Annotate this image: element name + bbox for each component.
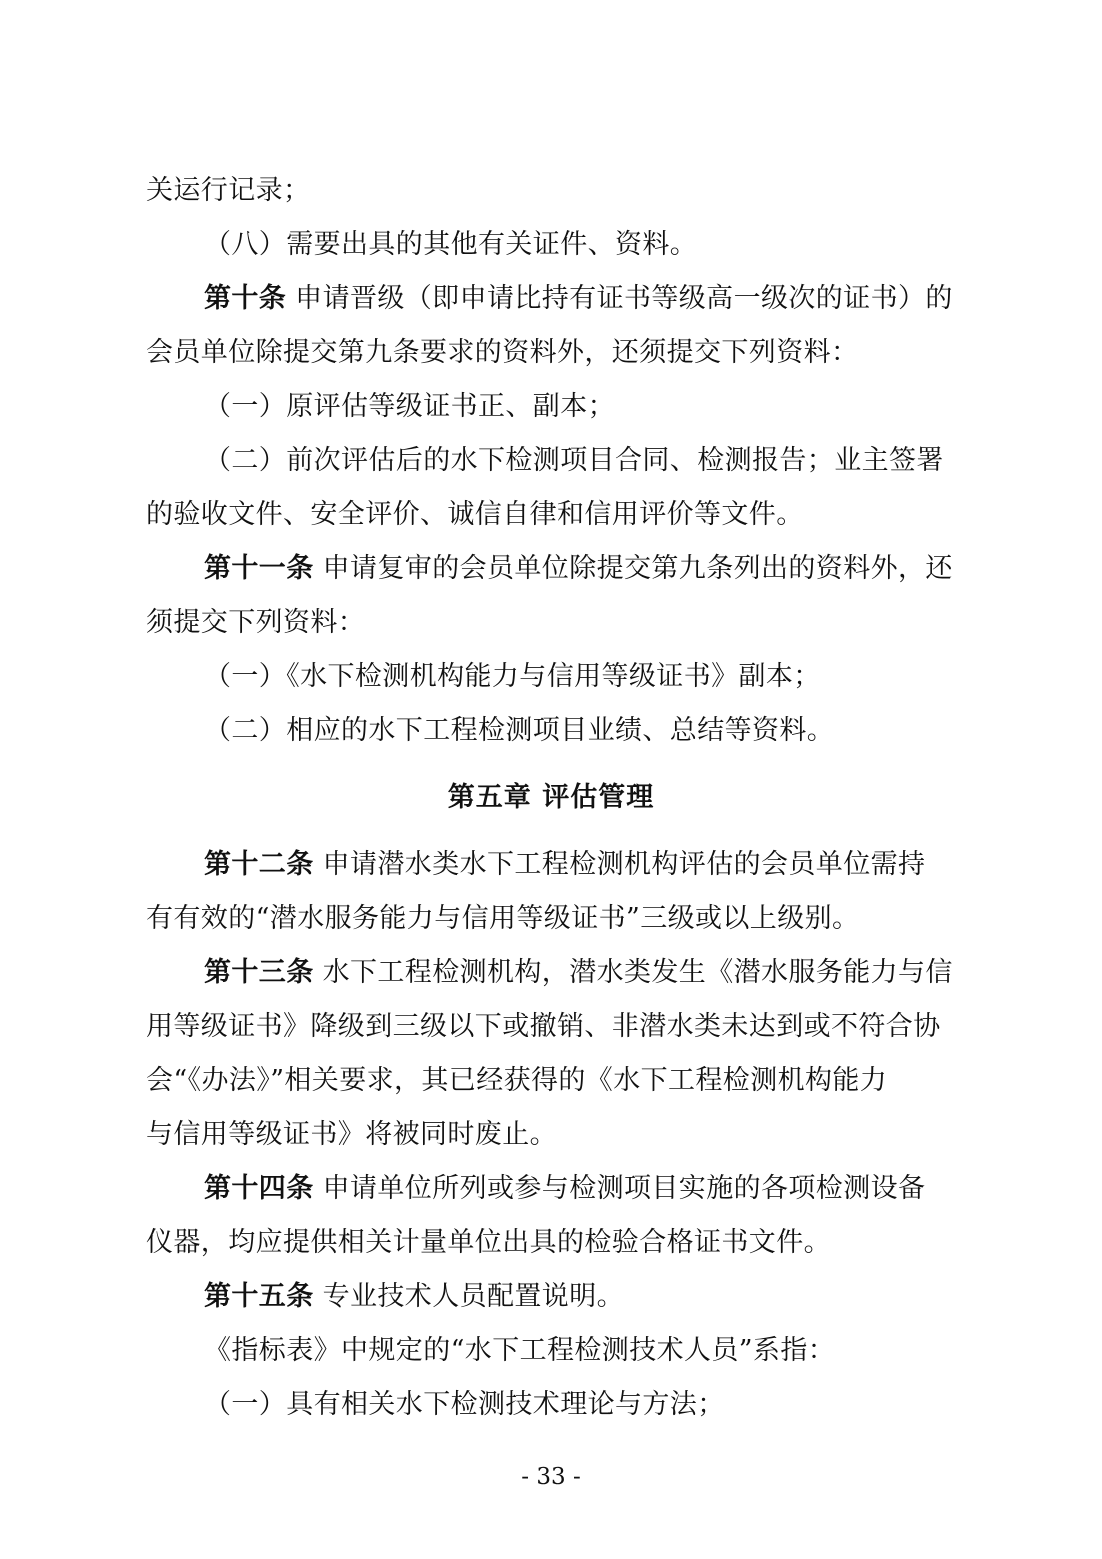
text-line: （一）原评估等级证书正、副本； (204, 391, 615, 422)
text-line: 《指标表》中规定的“水下工程检测技术人员”系指： (204, 1335, 836, 1366)
article-text: 申请单位所列或参与检测项目实施的各项检测设备 (313, 1173, 926, 1204)
text-line: （二）相应的水下工程检测项目业绩、总结等资料。 (204, 715, 835, 746)
chapter-heading: 第五章 评估管理 (447, 782, 655, 813)
article-11 (204, 549, 953, 589)
text-line: 关运行记录； (146, 175, 311, 206)
article-label: 第十五条 (204, 1281, 314, 1312)
article-label: 第十二条 (204, 849, 314, 880)
text-line: 有有效的“潜水服务能力与信用等级证书”三级或以上级别。 (146, 903, 860, 934)
article-text: 专业技术人员配置说明。 (313, 1281, 624, 1312)
article-12 (204, 845, 925, 885)
article-label: 第十四条 (204, 1173, 314, 1204)
article-label: 第十条 (204, 283, 287, 314)
text-line: （二）前次评估后的水下检测项目合同、检测报告；业主签署 (204, 445, 944, 476)
text-line: （一）《水下检测机构能力与信用等级证书》副本； (204, 661, 821, 692)
article-label: 第十一条 (204, 553, 314, 584)
article-label: 第十三条 (204, 957, 314, 988)
text-line: 会“《办法》”相关要求，其已经获得的《水下工程检测机构能力 (146, 1065, 888, 1096)
text-line: （八）需要出具的其他有关证件、资料。 (204, 229, 698, 260)
article-15 (204, 1277, 624, 1317)
article-text: 申请复审的会员单位除提交第九条列出的资料外，还 (313, 553, 953, 584)
article-text: 水下工程检测机构，潜水类发生《潜水服务能力与信 (313, 957, 953, 988)
text-line: 的验收文件、安全评价、诚信自律和信用评价等文件。 (146, 499, 804, 530)
article-10 (204, 279, 953, 319)
article-text: 申请潜水类水下工程检测机构评估的会员单位需持 (313, 849, 926, 880)
article-text: 申请晋级（即申请比持有证书等级高一级次的证书）的 (286, 283, 953, 314)
page-number: - 33 - (521, 1464, 581, 1490)
article-14 (204, 1169, 925, 1209)
text-line: 须提交下列资料： (146, 607, 366, 638)
text-line: 会员单位除提交第九条要求的资料外，还须提交下列资料： (146, 337, 859, 368)
article-13 (204, 953, 953, 993)
text-line: （一）具有相关水下检测技术理论与方法； (204, 1389, 725, 1420)
text-line: 与信用等级证书》将被同时废止。 (146, 1119, 557, 1150)
text-line: 用等级证书》降级到三级以下或撤销、非潜水类未达到或不符合协 (146, 1011, 941, 1042)
text-line: 仪器，均应提供相关计量单位出具的检验合格证书文件。 (146, 1227, 831, 1258)
